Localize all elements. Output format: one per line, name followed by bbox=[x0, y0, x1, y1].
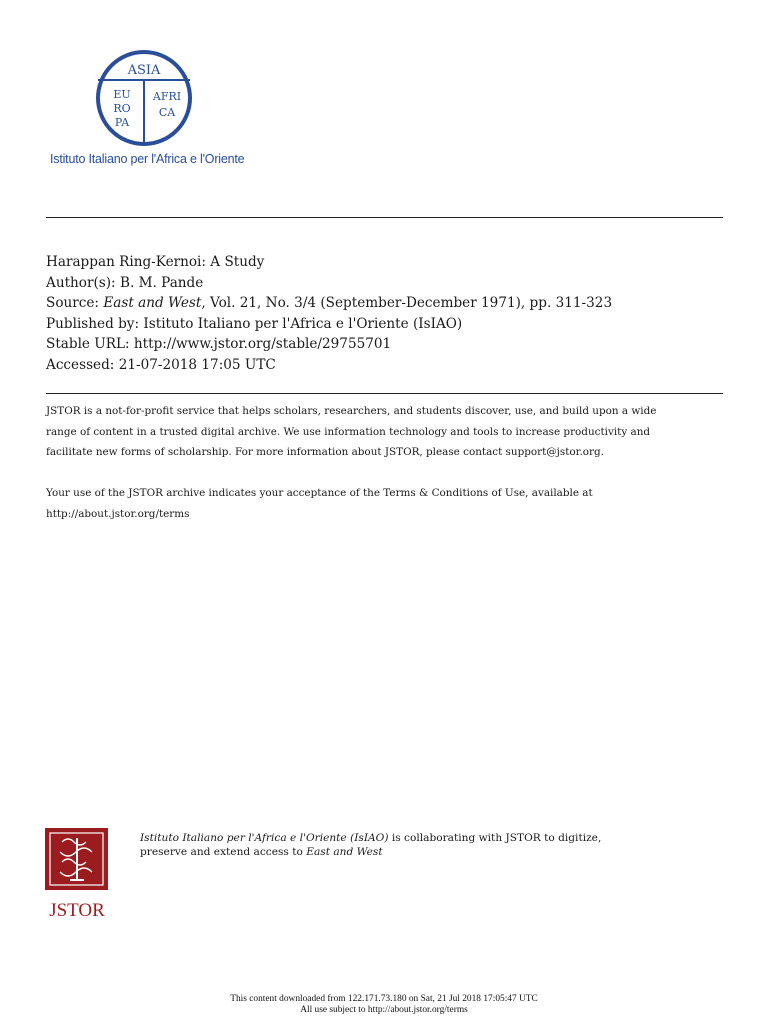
svg-text:RO: RO bbox=[113, 102, 131, 115]
publisher-value: Istituto Italiano per l'Africa e l'Oriente (IsIAO) bbox=[143, 315, 463, 332]
jstor-wordmark: JSTOR bbox=[49, 900, 105, 920]
publisher-line: Published by: Istituto Italiano per l'Africa e l'Oriente (IsIAO) bbox=[46, 315, 463, 332]
publisher-seal-icon bbox=[94, 48, 194, 148]
article-metadata bbox=[46, 252, 726, 376]
notice-paragraph-1: JSTOR is a not-for-profit service that helps scholars, researchers, and students discover, use, and build upon a wide range of content in a trusted digital archive. We use information technology and tools to increase productivity and facilitate new forms of scholarship. For more information about JSTOR, please contact support@jstor.org. bbox=[46, 405, 657, 458]
middle-divider bbox=[46, 393, 723, 394]
collaboration-statement: Istituto Italiano per l'Africa e l'Oriente (IsIAO) is collaborating with JSTOR to digitize, preserve and extend access to East and West bbox=[140, 832, 602, 858]
source-details: , Vol. 21, No. 3/4 (September-December 1971), pp. 311-323 bbox=[201, 295, 613, 312]
collab-journal: East and West bbox=[306, 846, 383, 858]
collab-publisher: Istituto Italiano per l'Africa e l'Oriente (IsIAO) bbox=[140, 832, 389, 844]
authors-value: B. M. Pande bbox=[119, 274, 204, 291]
accessed-value: 21-07-2018 17:05 UTC bbox=[118, 356, 276, 373]
footer-line-2: All use subject to http://about.jstor.org/terms bbox=[300, 1004, 468, 1015]
stable-url-line: Stable URL: http://www.jstor.org/stable/29755701 bbox=[46, 336, 392, 353]
svg-text:AFRI: AFRI bbox=[152, 90, 182, 103]
jstor-emblem-icon bbox=[44, 828, 110, 920]
publisher-logo-caption: Istituto Italiano per l'Africa e l'Oriente bbox=[50, 152, 245, 166]
top-divider bbox=[46, 217, 723, 218]
publisher-logo bbox=[48, 48, 268, 178]
notice-paragraph-2: Your use of the JSTOR archive indicates your acceptance of the Terms & Conditions of Use, available at http://about.jstor.org/terms bbox=[46, 487, 593, 520]
stable-url-link[interactable]: http://www.jstor.org/stable/29755701 bbox=[133, 336, 392, 353]
svg-text:EU: EU bbox=[113, 88, 131, 101]
authors-line: Author(s): B. M. Pande bbox=[46, 274, 204, 291]
svg-text:PA: PA bbox=[114, 116, 130, 129]
terms-notice bbox=[46, 483, 726, 524]
source-line: Source: East and West, Vol. 21, No. 3/4 (September-December 1971), pp. 311-323 bbox=[46, 295, 613, 312]
footer-line-1: This content downloaded from 122.171.73.180 on Sat, 21 Jul 2018 17:05:47 UTC bbox=[230, 994, 538, 1004]
seal-asia-text: ASIA bbox=[127, 63, 161, 78]
jstor-notice bbox=[46, 401, 726, 463]
download-footer bbox=[0, 994, 768, 1015]
jstor-logo bbox=[44, 828, 110, 920]
accessed-line: Accessed: 21-07-2018 17:05 UTC bbox=[46, 356, 276, 373]
source-journal: East and West bbox=[103, 295, 202, 312]
svg-text:CA: CA bbox=[158, 106, 176, 119]
terms-link[interactable]: http://about.jstor.org/terms bbox=[46, 507, 190, 520]
article-title: Harappan Ring-Kernoi: A Study bbox=[46, 254, 265, 270]
